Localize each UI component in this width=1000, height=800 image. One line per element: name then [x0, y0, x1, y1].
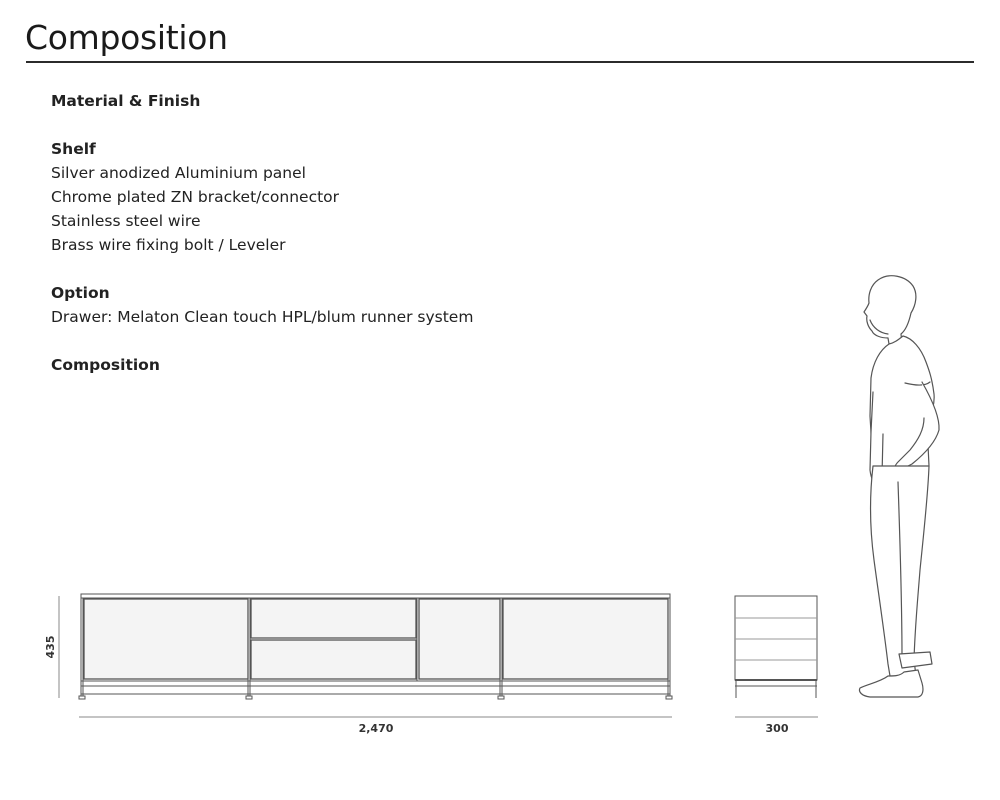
- page-title: Composition: [25, 18, 228, 57]
- shelf-item: Brass wire fixing bolt / Leveler: [51, 236, 286, 254]
- module-panel-narrow: [419, 599, 500, 679]
- option-item: Drawer: Melaton Clean touch HPL/blum runner system: [51, 308, 474, 326]
- depth-label: 300: [765, 722, 789, 735]
- module-panel: [503, 599, 668, 679]
- module-panel: [84, 599, 248, 679]
- height-label: 435: [44, 635, 57, 659]
- drawer-front-lower: [251, 640, 416, 679]
- shelf-item: Silver anodized Aluminium panel: [51, 164, 306, 182]
- side-elevation: [735, 596, 817, 698]
- foot: [498, 696, 504, 699]
- side-body: [735, 596, 817, 680]
- person-silhouette-icon: [859, 276, 939, 697]
- shelf-item: Chrome plated ZN bracket/connector: [51, 188, 340, 206]
- shelf-heading: Shelf: [51, 140, 96, 158]
- top-rail: [81, 594, 670, 598]
- foot: [666, 696, 672, 699]
- composition-heading: Composition: [51, 356, 160, 374]
- shelf-item: Stainless steel wire: [51, 212, 201, 230]
- drawer-front-upper: [251, 599, 416, 638]
- foot: [79, 696, 85, 699]
- foot: [246, 696, 252, 699]
- front-panels: [84, 599, 668, 679]
- option-heading: Option: [51, 284, 110, 302]
- width-label: 2,470: [358, 722, 394, 735]
- material-finish-heading: Material & Finish: [51, 92, 201, 110]
